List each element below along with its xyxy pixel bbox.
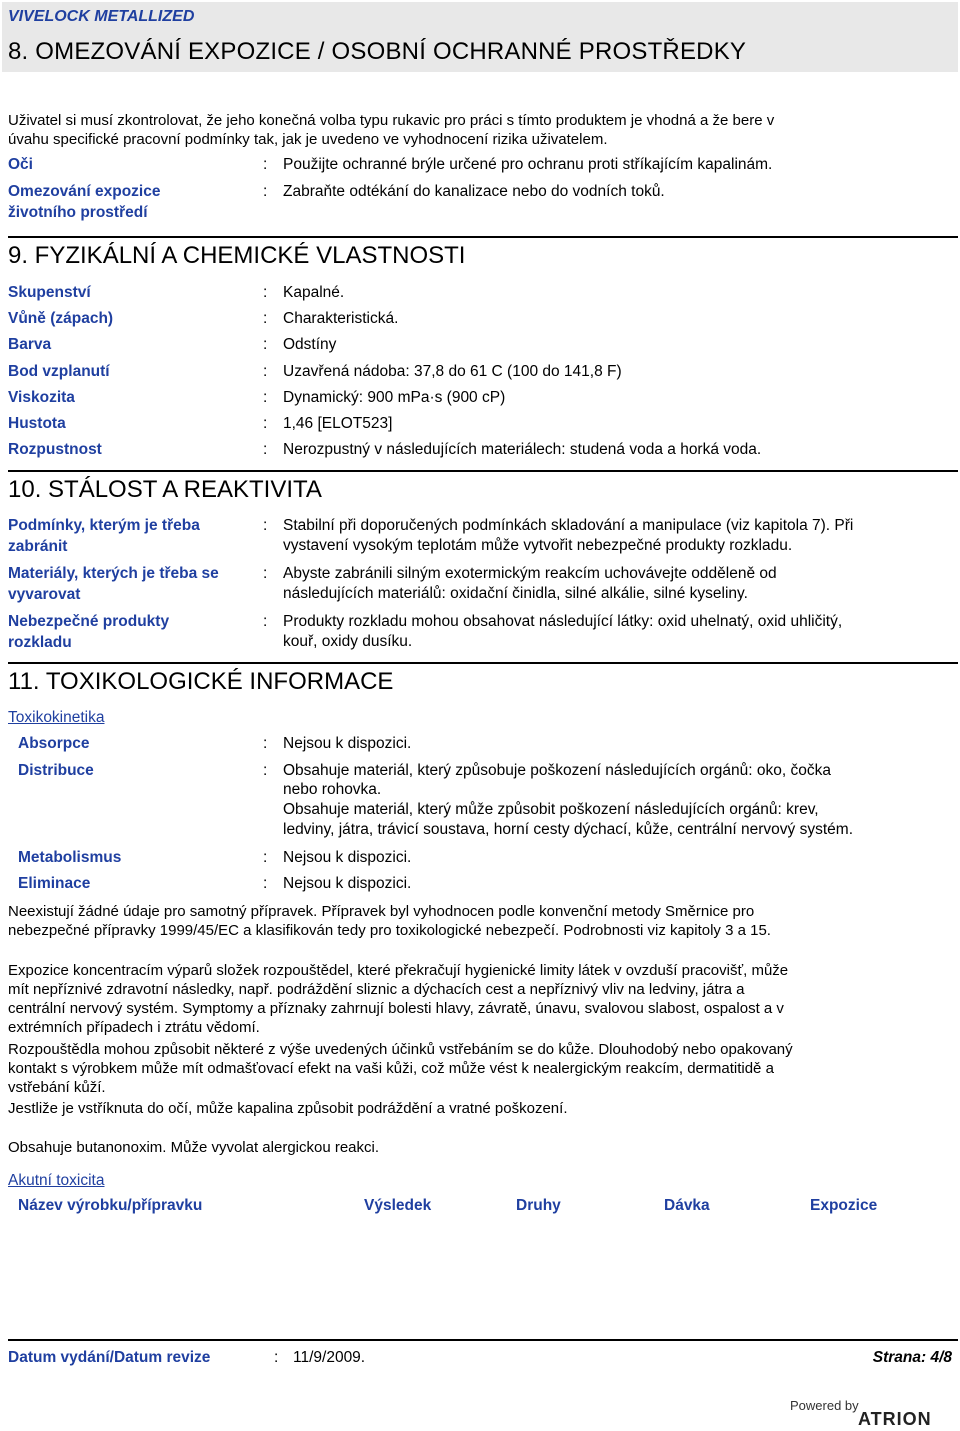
para2-line-8: Jestliže je vstříknuta do očí, může kapalina způsobit podráždění a vratné poškození.	[8, 1100, 568, 1117]
colon: :	[274, 1349, 279, 1366]
s8-intro-line-1: Uživatel si musí zkontrolovat, že jeho konečná volba typu rukavic pro práci s tímto produktem je vhodná a že bere v	[8, 112, 775, 129]
eyes-label: Oči	[8, 156, 33, 173]
absorpce-label: Absorpce	[18, 735, 90, 752]
s9-label-skupenstvi: Skupenství	[8, 284, 91, 301]
distribuce-line-4: ledviny, játra, trávicí soustava, horní cesty dýchací, kůže, centrální nervový systém.	[283, 821, 854, 838]
s9-label-bod-vzplanuti: Bod vzplanutí	[8, 363, 110, 380]
powered-by-text: Powered by	[790, 1398, 859, 1413]
s9-value-viskozita: Dynamický: 900 mPa·s (900 cP)	[283, 389, 506, 406]
env-value: Zabraňte odtékání do kanalizace nebo do vodních toků.	[283, 183, 665, 200]
eliminace-value: Nejsou k dispozici.	[283, 875, 412, 892]
section-divider	[8, 662, 958, 664]
colon: :	[263, 875, 268, 892]
distribuce-label: Distribuce	[18, 762, 94, 779]
para1-line-2: nebezpečné přípravky 1999/45/EC a klasifikován tedy pro toxikologické nebezpečí. Podrobnosti viz kapitoly 3 a 15.	[8, 922, 771, 939]
col-header-vysledek: Výsledek	[364, 1197, 432, 1214]
s10-mat-label-2: vyvarovat	[8, 586, 81, 603]
section-divider	[8, 470, 958, 472]
section-divider	[8, 236, 958, 238]
s8-intro-line-2: úvahu specifické pracovní podmínky tak, jak je uvedeno ve vyhodnocení rizika uživatelem.	[8, 131, 608, 148]
s10-haz-value-2: kouř, oxidy dusíku.	[283, 633, 413, 650]
s9-value-vune: Charakteristická.	[283, 310, 399, 327]
para2-line-1: Expozice koncentracím výparů složek rozpouštědel, které překračují hygienické limity látek v ovzduší pracovišť, může	[8, 962, 789, 979]
eyes-value: Použijte ochranné brýle určené pro ochranu proti stříkajícím kapalinám.	[283, 156, 773, 173]
env-label-1: Omezování expozice	[8, 183, 161, 200]
section11-title: 11. TOXIKOLOGICKÉ INFORMACE	[8, 668, 394, 695]
s9-value-bod-vzplanuti: Uzavřená nádoba: 37,8 do 61 C (100 do 141,8 F)	[283, 363, 622, 380]
colon: :	[263, 613, 268, 630]
eliminace-label: Eliminace	[18, 875, 91, 892]
col-header-nazev: Název výrobku/přípravku	[18, 1197, 203, 1214]
colon: :	[263, 284, 268, 301]
col-header-druhy: Druhy	[516, 1197, 561, 1214]
colon: :	[263, 389, 268, 406]
toxikokinetika-heading: Toxikokinetika	[8, 709, 105, 726]
colon: :	[263, 363, 268, 380]
s9-label-barva: Barva	[8, 336, 52, 353]
distribuce-line-3: Obsahuje materiál, který může způsobit poškození následujících orgánů: krev,	[283, 801, 819, 818]
s10-haz-label-2: rozkladu	[8, 634, 72, 651]
colon: :	[263, 849, 268, 866]
footer-date-value: 11/9/2009.	[293, 1349, 366, 1366]
s10-mat-label-1: Materiály, kterých je třeba se	[8, 565, 219, 582]
colon: :	[263, 310, 268, 327]
colon: :	[263, 762, 268, 779]
col-header-davka: Dávka	[664, 1197, 710, 1214]
colon: :	[263, 441, 268, 458]
env-label-2: životního prostředí	[8, 204, 148, 221]
footer-date-label: Datum vydání/Datum revize	[8, 1349, 211, 1366]
para2-line-7: vstřebání kůží.	[8, 1079, 106, 1096]
s9-value-skupenstvi: Kapalné.	[283, 284, 345, 301]
section10-title: 10. STÁLOST A REAKTIVITA	[8, 476, 322, 503]
metabolismus-label: Metabolismus	[18, 849, 122, 866]
absorpce-value: Nejsou k dispozici.	[283, 735, 412, 752]
para2-line-4: extrémních případech i ztrátu vědomí.	[8, 1019, 260, 1036]
s10-mat-value-2: následujících materiálů: oxidační činidla, silné alkálie, silné kyseliny.	[283, 585, 748, 602]
metabolismus-value: Nejsou k dispozici.	[283, 849, 412, 866]
s9-value-rozpustnost: Nerozpustný v následujících materiálech: studená voda a horká voda.	[283, 441, 762, 458]
para2-line-3: centrální nervový systém. Symptomy a příznaky zahrnují bolesti hlavy, závratě, únavu, svalovou slabost, ospalost a v	[8, 1000, 784, 1017]
product-title: VIVELOCK METALLIZED	[8, 8, 195, 25]
colon: :	[263, 156, 268, 173]
colon: :	[263, 735, 268, 752]
s9-label-vune: Vůně (zápach)	[8, 310, 114, 327]
para2-line-5: Rozpouštědla mohou způsobit některé z výše uvedených účinků vstřebáním se do kůže. Dlouhodobý nebo opakovaný	[8, 1041, 793, 1058]
s9-label-hustota: Hustota	[8, 415, 66, 432]
footer-page: Strana: 4/8	[872, 1349, 952, 1366]
s10-cond-label-2: zabránit	[8, 538, 68, 555]
colon: :	[263, 517, 268, 534]
s10-mat-value-1: Abyste zabránili silným exotermickým reakcím uchovávejte odděleně od	[283, 565, 777, 582]
para2-line-6: kontakt s výrobkem může mít odmašťovací efekt na vaši kůži, což může vést k nealergickým reakcím, dermatitidě a	[8, 1060, 774, 1077]
para2-line-2: mít nepříznivé zdravotní následky, např. podráždění sliznic a dýchacích cest a nepříznivý vliv na ledviny, játra a	[8, 981, 745, 998]
colon: :	[263, 336, 268, 353]
s9-value-barva: Odstíny	[283, 336, 337, 353]
s9-label-viskozita: Viskozita	[8, 389, 75, 406]
s10-cond-value-1: Stabilní při doporučených podmínkách skladování a manipulace (viz kapitola 7). Při	[283, 517, 854, 534]
colon: :	[263, 415, 268, 432]
s10-haz-value-1: Produkty rozkladu mohou obsahovat následující látky: oxid uhelnatý, oxid uhličitý,	[283, 613, 843, 630]
para3: Obsahuje butanonoxim. Může vyvolat alergickou reakci.	[8, 1139, 380, 1156]
footer-divider	[8, 1339, 958, 1341]
s10-haz-label-1: Nebezpečné produkty	[8, 613, 170, 630]
section8-title: 8. OMEZOVÁNÍ EXPOZICE / OSOBNÍ OCHRANNÉ PROSTŘEDKY	[8, 38, 747, 65]
atrion-logo: ATRION	[858, 1409, 932, 1429]
akutni-toxicita-heading: Akutní toxicita	[8, 1172, 105, 1189]
col-header-expozice: Expozice	[810, 1197, 878, 1214]
s9-value-hustota: 1,46 [ELOT523]	[283, 415, 393, 432]
para1-line-1: Neexistují žádné údaje pro samotný přípravek. Přípravek byl vyhodnocen podle konvenční metody Směrnice pro	[8, 903, 755, 920]
distribuce-line-1: Obsahuje materiál, který způsobuje poškození následujících orgánů: oko, čočka	[283, 762, 831, 779]
s9-label-rozpustnost: Rozpustnost	[8, 441, 102, 458]
section9-title: 9. FYZIKÁLNÍ A CHEMICKÉ VLASTNOSTI	[8, 242, 466, 269]
colon: :	[263, 183, 268, 200]
s10-cond-value-2: vystavení vysokým teplotám může vytvořit nebezpečné produkty rozkladu.	[283, 537, 793, 554]
colon: :	[263, 565, 268, 582]
distribuce-line-2: nebo rohovka.	[283, 781, 382, 798]
s10-cond-label-1: Podmínky, kterým je třeba	[8, 517, 200, 534]
